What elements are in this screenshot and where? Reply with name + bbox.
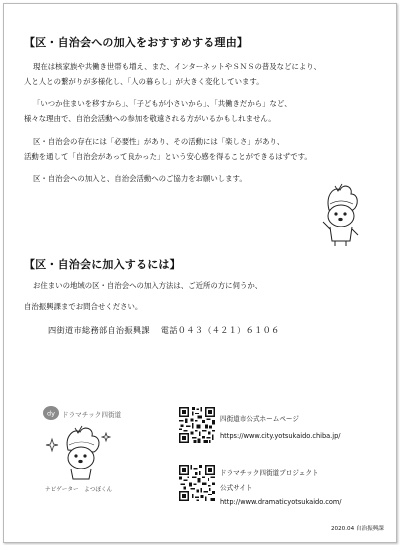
section2-heading: 【区・自治会に加入するには】 bbox=[24, 258, 181, 271]
city-site-title: 四街道市公式ホームページ bbox=[220, 415, 299, 423]
city-site-link[interactable]: https://www.city.yotsukaido.chiba.jp/ bbox=[220, 432, 341, 440]
flyer-page bbox=[3, 3, 397, 543]
contact-info bbox=[48, 325, 288, 336]
section1-line-6: 活動を通して「自治会があって良かった」という安心感を得ることができるはずです。 bbox=[24, 152, 312, 161]
section1-line-7: 区・自治会への加入と、自治会活動へのご協力をお願いします。 bbox=[33, 174, 247, 183]
section1-line-3: 「いつか住まいを移すから」、「子どもが小さいから」、「共働きだから」など、 bbox=[33, 99, 292, 108]
section1-heading: 【区・自治会への加入をおすすめする理由】 bbox=[24, 36, 249, 49]
project-subtitle: 公式サイト bbox=[220, 484, 253, 492]
section1-line-2: 人と人との繋がりが多様化し、「人の暮らし」が大きく変化しています。 bbox=[24, 77, 264, 86]
qr-code-project-site bbox=[179, 465, 215, 501]
qr-code-city-site bbox=[179, 407, 215, 443]
project-site-link[interactable]: http://www.dramaticyotsukaido.com/ bbox=[220, 498, 342, 506]
dramatic-yotsukaido-logo-icon bbox=[42, 405, 60, 421]
navigator-label: ナビゲーター よつぼくん bbox=[45, 487, 113, 493]
contact-phone: 電話０４３（４２１）６１０６ bbox=[160, 325, 280, 335]
section2-line-1: お住まいの地域の区・自治会への加入方法は、ご近所の方に伺うか、 bbox=[33, 281, 263, 290]
svg-text:dy: dy bbox=[47, 409, 55, 418]
project-title: ドラマチック四街道プロジェクト bbox=[220, 469, 319, 477]
date-note: 2020.04 自治振興課 bbox=[331, 526, 384, 532]
section1-line-5: 区・自治会の存在には「必要性」があり、その活動には「楽しさ」があり、 bbox=[33, 137, 285, 146]
mascot-yotsubo-navigator-illustration bbox=[56, 424, 106, 482]
section2-line-2: 自治振興課までお問合せください。 bbox=[24, 302, 143, 311]
dramatic-yotsukaido-logo-text: ドラマチック四街道 bbox=[62, 411, 122, 419]
contact-department: 四街道市総務部自治振興課 bbox=[48, 325, 150, 335]
mascot-yotsubo-illustration bbox=[313, 180, 365, 248]
section1-line-4: 様々な理由で、自治会活動への参加を敬遠される方がいるかもしれません。 bbox=[24, 114, 276, 123]
section1-line-1: 現在は核家族や共働き世帯も増え、また、インターネットやＳＮＳの普及などにより、 bbox=[33, 62, 322, 71]
